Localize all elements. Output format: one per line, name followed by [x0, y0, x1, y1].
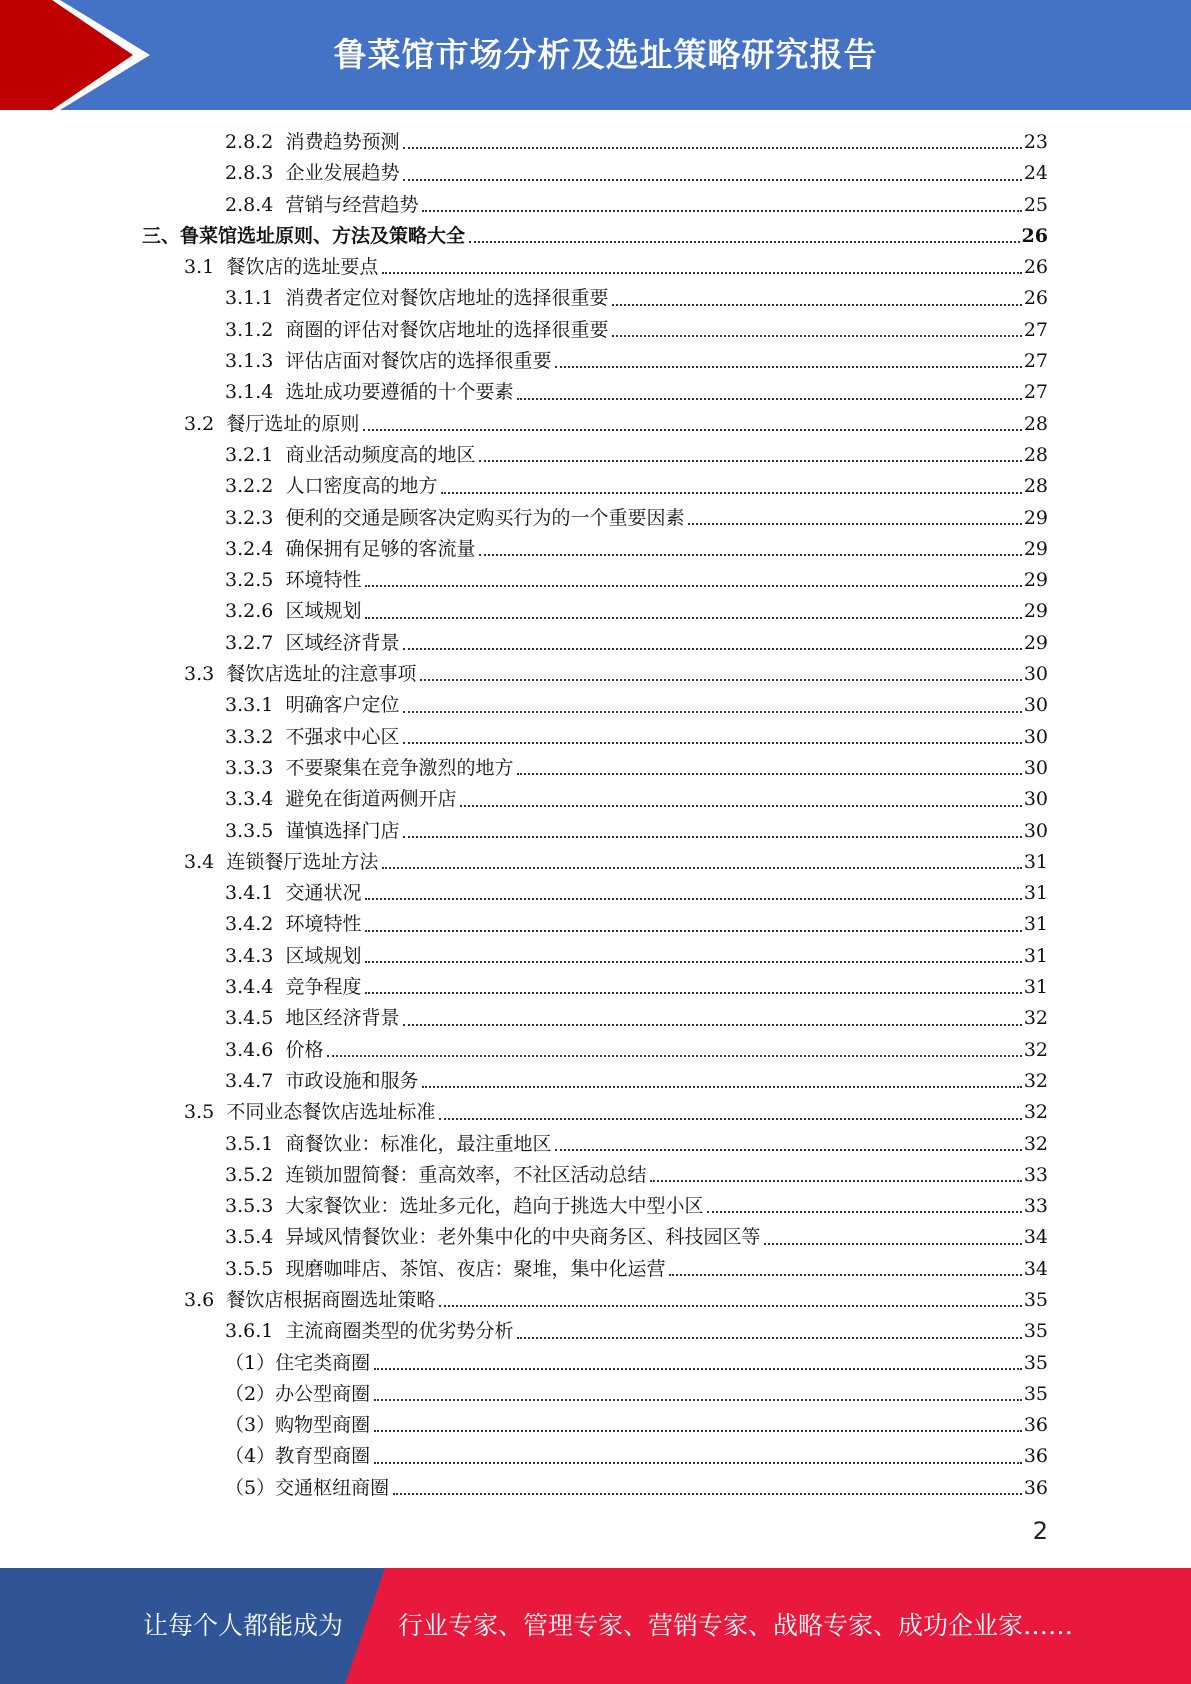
toc-entry[interactable]	[0, 816, 1191, 847]
toc-entry-number: 3.4.2	[225, 913, 274, 936]
toc-entry-title: 消费者定位对餐饮店地址的选择很重要	[285, 287, 609, 310]
toc-dot-leader	[707, 1210, 1021, 1213]
toc-dot-leader	[327, 1054, 1021, 1057]
toc-entry[interactable]	[0, 784, 1191, 815]
toc-entry-title: 谨慎选择门店	[285, 819, 400, 842]
toc-entry-page: 32	[1023, 1038, 1048, 1061]
toc-entry-title: 异域风情餐饮业：老外集中化的中央商务区、科技园区等	[285, 1226, 761, 1249]
toc-entry-title: 大家餐饮业：选址多元化，趋向于挑选大中型小区	[285, 1195, 704, 1218]
page-number: 2	[1032, 1517, 1048, 1545]
toc-entry-page: 33	[1023, 1195, 1048, 1218]
toc-entry-number: 3.2.1	[225, 443, 274, 466]
toc-entry-page: 29	[1023, 600, 1048, 623]
toc-entry-title: 地区经济背景	[285, 1007, 400, 1030]
toc-entry-page: 32	[1023, 1069, 1048, 1092]
toc-entry-title: 避免在街道两侧开店	[285, 788, 457, 811]
toc-entry-number: 3.4.1	[225, 882, 274, 905]
toc-entry-title: 不同业态餐饮店选址标准	[226, 1101, 436, 1124]
toc-dot-leader	[420, 678, 1021, 681]
toc-entry-title: （4）教育型商圈	[225, 1445, 371, 1468]
toc-entry[interactable]	[0, 1316, 1191, 1347]
toc-entry-number: 3.2.5	[225, 569, 274, 592]
report-title: 鲁菜馆市场分析及选址策略研究报告	[333, 35, 878, 74]
toc-entry-page: 26	[1021, 224, 1048, 247]
toc-dot-leader	[382, 866, 1021, 869]
toc-entry[interactable]	[0, 690, 1191, 721]
toc-dot-leader	[612, 334, 1021, 337]
page-footer	[0, 1568, 1191, 1684]
toc-entry-number: 3.4.3	[225, 944, 274, 967]
toc-entry[interactable]	[0, 722, 1191, 753]
toc-entry-title: 便利的交通是顾客决定购买行为的一个重要因素	[285, 506, 685, 529]
toc-dot-leader	[555, 365, 1021, 368]
toc-entry-page: 27	[1023, 350, 1048, 373]
toc-entry-title: 不强求中心区	[285, 725, 400, 748]
toc-entry[interactable]	[0, 252, 1191, 283]
toc-entry-page: 30	[1023, 788, 1048, 811]
toc-entry-title: 区域经济背景	[285, 631, 400, 654]
toc-entry-title: 三、鲁菜馆选址原则、方法及策略大全	[142, 224, 466, 247]
toc-entry-page: 29	[1023, 569, 1048, 592]
toc-entry-page: 26	[1023, 256, 1048, 279]
toc-entry-title: 选址成功要遵循的十个要素	[285, 381, 514, 404]
toc-entry-page: 35	[1023, 1351, 1048, 1374]
toc-entry-title: （1）住宅类商圈	[225, 1351, 371, 1374]
toc-dot-leader	[393, 1492, 1022, 1495]
toc-entry-number: 3.2.2	[225, 475, 274, 498]
toc-entry[interactable]	[0, 1379, 1191, 1410]
toc-entry-number: 3.1.2	[225, 318, 274, 341]
toc-entry-title: 企业发展趋势	[285, 162, 400, 185]
toc-entry[interactable]	[0, 1191, 1191, 1222]
toc-entry-number: 3.6.1	[225, 1320, 274, 1343]
toc-entry-page: 30	[1023, 819, 1048, 842]
toc-entry-number: 3.5.3	[225, 1195, 274, 1218]
toc-entry-page: 29	[1023, 506, 1048, 529]
toc-entry[interactable]	[0, 127, 1191, 158]
toc-dot-leader	[365, 991, 1021, 994]
toc-dot-leader	[688, 522, 1021, 525]
toc-entry[interactable]	[0, 1285, 1191, 1316]
page-header	[0, 0, 1191, 110]
toc-entry-number: 3.3.4	[225, 788, 274, 811]
toc-entry-page: 23	[1023, 131, 1048, 153]
toc-dot-leader	[382, 271, 1021, 274]
toc-dot-leader	[469, 240, 1020, 243]
toc-entry-page: 31	[1023, 882, 1048, 905]
toc-entry-title: 市政设施和服务	[285, 1069, 419, 1092]
toc-entry-page: 35	[1023, 1382, 1048, 1405]
toc-dot-leader	[403, 741, 1021, 744]
toc-entry[interactable]	[0, 1473, 1191, 1504]
toc-entry-number: 3.3.5	[225, 819, 274, 842]
toc-dot-leader	[374, 1429, 1022, 1432]
toc-entry[interactable]	[0, 878, 1191, 909]
toc-entry-page: 26	[1023, 287, 1048, 310]
toc-entry-title: 餐饮店选址的注意事项	[226, 663, 417, 686]
toc-entry-number: 3.5.1	[225, 1132, 274, 1155]
toc-entry[interactable]	[0, 534, 1191, 565]
toc-entry-number: 3.5.5	[225, 1257, 274, 1280]
toc-entry-title: 商圈的评估对餐饮店地址的选择很重要	[285, 318, 609, 341]
toc-entry-page: 31	[1023, 913, 1048, 936]
toc-entry-number: 3.4.6	[225, 1038, 274, 1061]
toc-entry[interactable]	[0, 283, 1191, 314]
toc-dot-leader	[439, 1117, 1021, 1120]
toc-entry-page: 32	[1023, 1101, 1048, 1124]
toc-entry-page: 31	[1023, 976, 1048, 999]
toc-entry-number: 3.5.4	[225, 1226, 274, 1249]
toc-entry-page: 27	[1023, 381, 1048, 404]
toc-entry-title: 主流商圈类型的优劣势分析	[285, 1320, 514, 1343]
toc-entry-number: 3.2.4	[225, 537, 274, 560]
toc-entry[interactable]	[0, 1254, 1191, 1285]
toc-entry-number: 2.8.2	[225, 131, 274, 153]
toc-entry-page: 24	[1023, 162, 1048, 185]
toc-entry[interactable]	[0, 315, 1191, 346]
toc-entry-title: （2）办公型商圈	[225, 1382, 371, 1405]
toc-dot-leader	[403, 178, 1021, 181]
toc-dot-leader	[403, 835, 1021, 838]
toc-dot-leader	[365, 960, 1021, 963]
toc-dot-leader	[517, 397, 1021, 400]
toc-dot-leader	[374, 1461, 1022, 1464]
toc-entry-number: 3.2	[184, 412, 215, 435]
toc-entry-number: 3.1.3	[225, 350, 274, 373]
toc-entry[interactable]	[0, 409, 1191, 440]
toc-entry-title: 现磨咖啡店、茶馆、夜店：聚堆，集中化运营	[285, 1257, 666, 1280]
toc-entry-page: 35	[1023, 1320, 1048, 1343]
toc-entry-number: 2.8.3	[225, 162, 274, 185]
toc-dot-leader	[403, 710, 1021, 713]
footer-slogan-left: 让每个人都能成为	[143, 1611, 344, 1640]
toc-dot-leader	[669, 1273, 1021, 1276]
toc-entry-page: 29	[1023, 631, 1048, 654]
toc-entry-title: 连锁加盟简餐：重高效率，不社区活动总结	[285, 1163, 647, 1186]
toc-dot-leader	[422, 209, 1021, 212]
toc-dot-leader	[441, 491, 1021, 494]
toc-entry[interactable]	[0, 440, 1191, 471]
toc-entry-title: 竞争程度	[285, 976, 362, 999]
toc-entry-title: 餐厅选址的原则	[226, 412, 360, 435]
toc-entry-page: 30	[1023, 694, 1048, 717]
toc-dot-leader	[403, 1023, 1021, 1026]
toc-dot-leader	[764, 1242, 1021, 1245]
toc-entry[interactable]	[0, 659, 1191, 690]
toc-entry-page: 33	[1023, 1163, 1048, 1186]
toc-entry-number: 3.2.3	[225, 506, 274, 529]
toc-dot-leader	[650, 1179, 1021, 1182]
toc-dot-leader	[374, 1398, 1022, 1401]
toc-dot-leader	[365, 616, 1021, 619]
toc-entry[interactable]	[0, 1348, 1191, 1379]
toc-entry-title: 明确客户定位	[285, 694, 400, 717]
toc-dot-leader	[365, 584, 1021, 587]
toc-dot-leader	[363, 428, 1021, 431]
toc-entry-title: 环境特性	[285, 569, 362, 592]
toc-entry[interactable]	[0, 596, 1191, 627]
toc-dot-leader	[479, 553, 1021, 556]
toc-dot-leader	[374, 1367, 1022, 1370]
toc-entry-title: 连锁餐厅选址方法	[226, 850, 379, 873]
toc-entry[interactable]	[0, 565, 1191, 596]
toc-dot-leader	[555, 1148, 1021, 1151]
toc-entry-page: 30	[1023, 725, 1048, 748]
toc-entry-page: 34	[1023, 1226, 1048, 1249]
toc-entry-number: 3.5	[184, 1101, 215, 1124]
toc-entry[interactable]	[0, 1222, 1191, 1253]
toc-entry-title: （5）交通枢纽商圈	[225, 1476, 390, 1499]
toc-entry-number: 3.1.1	[225, 287, 274, 310]
toc-entry[interactable]	[0, 158, 1191, 189]
toc-entry-title: 交通状况	[285, 882, 362, 905]
toc-entry-title: 商业活动频度高的地区	[285, 443, 476, 466]
toc-entry-page: 32	[1023, 1007, 1048, 1030]
toc-entry[interactable]	[0, 1129, 1191, 1160]
toc-entry[interactable]	[0, 1441, 1191, 1472]
toc-entry-title: 区域规划	[285, 600, 362, 623]
toc-entry-number: 3.1.4	[225, 381, 274, 404]
toc-dot-leader	[517, 1336, 1021, 1339]
toc-entry-title: 确保拥有足够的客流量	[285, 537, 476, 560]
toc-entry-page: 36	[1023, 1445, 1048, 1468]
toc-entry-number: 2.8.4	[225, 193, 274, 216]
toc-entry[interactable]	[0, 753, 1191, 784]
toc-entry-number: 3.4.4	[225, 976, 274, 999]
toc-entry[interactable]	[0, 1003, 1191, 1034]
toc-dot-leader	[460, 804, 1021, 807]
toc-entry[interactable]	[0, 847, 1191, 878]
toc-entry-title: 人口密度高的地方	[285, 475, 438, 498]
toc-dot-leader	[612, 303, 1021, 306]
toc-entry-title: 价格	[285, 1038, 324, 1061]
toc-entry-page: 34	[1023, 1257, 1048, 1280]
toc-entry-page: 31	[1023, 850, 1048, 873]
toc-entry[interactable]	[0, 1160, 1191, 1191]
toc-entry-number: 3.4.7	[225, 1069, 274, 1092]
toc-dot-leader	[422, 1085, 1021, 1088]
toc-entry[interactable]	[0, 346, 1191, 377]
toc-dot-leader	[403, 647, 1021, 650]
toc-entry-page: 32	[1023, 1132, 1048, 1155]
toc-dot-leader	[479, 459, 1021, 462]
toc-entry-page: 28	[1023, 443, 1048, 466]
toc-entry-title: 餐饮店的选址要点	[226, 256, 379, 279]
toc-entry-page: 30	[1023, 663, 1048, 686]
toc-entry-number: 3.3.3	[225, 756, 274, 779]
toc-entry-page: 28	[1023, 412, 1048, 435]
toc-entry-number: 3.3.1	[225, 694, 274, 717]
toc-entry-page: 36	[1023, 1476, 1048, 1499]
toc-entry[interactable]	[0, 1066, 1191, 1097]
toc-entry-title: 餐饮店根据商圈选址策略	[226, 1288, 436, 1311]
toc-dot-leader	[439, 1304, 1021, 1307]
toc-entry-title: 商餐饮业：标准化，最注重地区	[285, 1132, 552, 1155]
toc-entry-number: 3.3.2	[225, 725, 274, 748]
toc-entry[interactable]	[0, 221, 1191, 252]
toc-entry-title: 区域规划	[285, 944, 362, 967]
toc-entry[interactable]	[0, 503, 1191, 534]
toc-entry[interactable]	[0, 1410, 1191, 1441]
toc-entry-title: 不要聚集在竞争激烈的地方	[285, 756, 514, 779]
toc-entry-page: 31	[1023, 944, 1048, 967]
footer-slogan-right: 行业专家、管理专家、营销专家、战略专家、成功企业家……	[398, 1611, 1074, 1640]
toc-entry-page: 28	[1023, 475, 1048, 498]
toc-entry-page: 29	[1023, 537, 1048, 560]
toc-dot-leader	[365, 897, 1021, 900]
toc-entry-title: 营销与经营趋势	[285, 193, 419, 216]
toc-entry-page: 35	[1023, 1288, 1048, 1311]
toc-entry-title: 消费趋势预测	[285, 131, 400, 153]
toc-entry-page: 25	[1023, 193, 1048, 216]
toc-entry-page: 27	[1023, 318, 1048, 341]
toc-entry[interactable]	[0, 628, 1191, 659]
toc-entry-page: 36	[1023, 1414, 1048, 1437]
toc-dot-leader	[517, 772, 1021, 775]
toc-entry-title: （3）购物型商圈	[225, 1414, 371, 1437]
toc-entry[interactable]	[0, 471, 1191, 502]
toc-entry[interactable]	[0, 190, 1191, 221]
toc-dot-leader	[365, 929, 1021, 932]
toc-entry-title: 环境特性	[285, 913, 362, 936]
toc-entry-number: 3.2.6	[225, 600, 274, 623]
toc-entry[interactable]	[0, 1097, 1191, 1128]
toc-entry[interactable]	[0, 377, 1191, 408]
table-of-contents	[0, 127, 1191, 1504]
toc-entry[interactable]	[0, 909, 1191, 940]
toc-entry-page: 30	[1023, 756, 1048, 779]
toc-entry-title: 评估店面对餐饮店的选择很重要	[285, 350, 552, 373]
toc-entry-number: 3.4	[184, 850, 215, 873]
toc-entry-number: 3.2.7	[225, 631, 274, 654]
toc-entry-number: 3.4.5	[225, 1007, 274, 1030]
toc-entry-number: 3.6	[184, 1288, 215, 1311]
toc-entry[interactable]	[0, 941, 1191, 972]
toc-entry[interactable]	[0, 1035, 1191, 1066]
toc-entry-number: 3.1	[184, 256, 215, 279]
toc-entry-number: 3.3	[184, 663, 215, 686]
toc-dot-leader	[403, 146, 1021, 149]
toc-entry-number: 3.5.2	[225, 1163, 274, 1186]
toc-entry[interactable]	[0, 972, 1191, 1003]
